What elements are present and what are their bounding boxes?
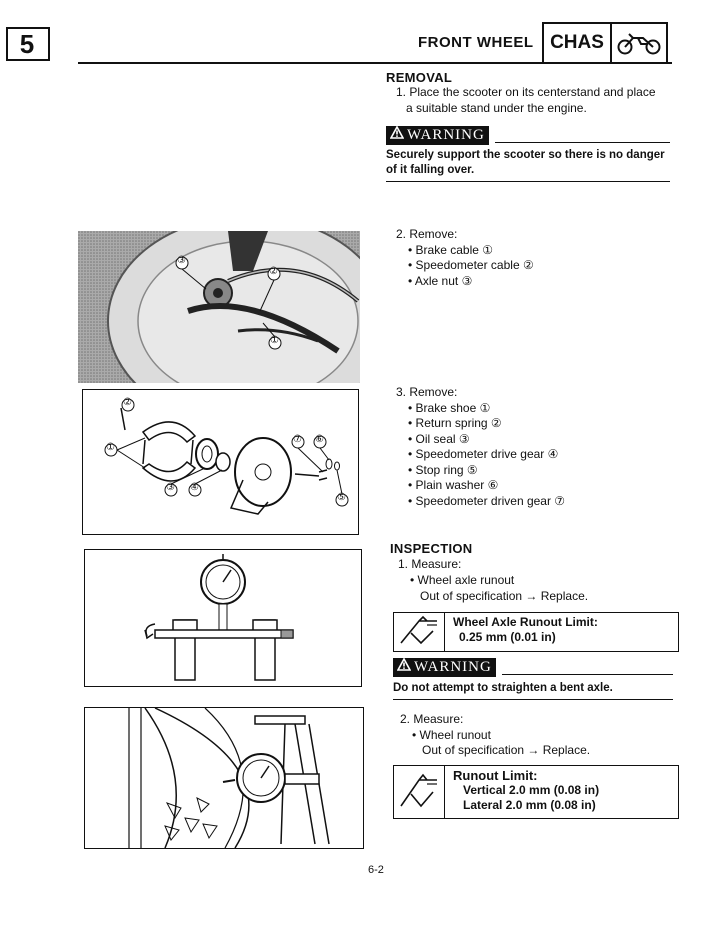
page-title: FRONT WHEEL <box>418 34 534 51</box>
caliper-icon <box>394 766 445 818</box>
warning-bottom-rule-2 <box>393 699 673 700</box>
step2-item-2: • Speedometer cable ② <box>408 258 534 272</box>
step2-item-3: • Axle nut ③ <box>408 274 473 288</box>
warning-bottom-rule <box>386 181 670 182</box>
exploded-label-2: ② <box>123 397 132 408</box>
spec1-value: 0.25 mm (0.01 in) <box>459 630 556 644</box>
inspection-m1-title: 1. Measure: <box>398 557 462 571</box>
inspection-m2-note: Out of specification → Replace. <box>422 743 591 757</box>
warning-icon <box>390 126 404 145</box>
section-tag: CHAS <box>544 24 612 62</box>
warning-icon <box>397 658 411 677</box>
spec-box-wheel-runout <box>393 765 679 819</box>
warning-label-2: WARNING <box>414 659 492 675</box>
figure-brake-exploded <box>82 389 359 535</box>
warning-text-axle: Do not attempt to straighten a bent axle. <box>393 682 613 694</box>
photo-label-2: ② <box>269 266 278 277</box>
removal-step1-line2: a suitable stand under the engine. <box>406 101 587 115</box>
photo-label-1: ① <box>270 335 279 346</box>
inspection-m1-note: Out of specification → Replace. <box>420 589 589 603</box>
step3-item-5: • Stop ring ⑤ <box>408 463 478 477</box>
motorcycle-icon <box>612 24 666 62</box>
warning-text-line2: of it falling over. <box>386 164 475 176</box>
step3-item-1: • Brake shoe ① <box>408 401 491 415</box>
section-tag-box <box>542 22 668 64</box>
warning-box-1 <box>386 126 670 145</box>
warning-text-line1: Securely support the scooter so there is no danger <box>386 149 665 161</box>
inspection-m2-item: • Wheel runout <box>412 728 491 742</box>
warning-badge <box>386 126 489 145</box>
spec1-title: Wheel Axle Runout Limit: <box>453 615 598 629</box>
header-rule <box>78 62 672 64</box>
exploded-label-4: ④ <box>190 482 199 493</box>
step3-item-6: • Plain washer ⑥ <box>408 478 499 492</box>
removal-step1-line1: 1. Place the scooter on its centerstand and place <box>396 85 656 99</box>
warning-box-2 <box>393 658 673 677</box>
step3-item-4: • Speedometer drive gear ④ <box>408 447 559 461</box>
spec2-title: Runout Limit: <box>453 768 538 783</box>
figure-brake-cable-photo <box>78 231 360 383</box>
page-number: 6-2 <box>368 864 384 876</box>
step3-item-3: • Oil seal ③ <box>408 432 470 446</box>
exploded-label-3: ③ <box>166 482 175 493</box>
chapter-number: 5 <box>6 27 50 61</box>
photo-label-3: ③ <box>177 255 186 266</box>
spec2-vertical: Vertical 2.0 mm (0.08 in) <box>463 783 600 797</box>
spec-box-axle-runout <box>393 612 679 652</box>
exploded-label-6: ⑥ <box>315 434 324 445</box>
inspection-m1-item: • Wheel axle runout <box>410 573 515 587</box>
exploded-label-1: ① <box>106 442 115 453</box>
warning-badge-2 <box>393 658 496 677</box>
warning-label: WARNING <box>407 127 485 143</box>
exploded-label-5: ⑤ <box>337 492 346 503</box>
removal-heading: REMOVAL <box>386 70 453 85</box>
step3-item-2: • Return spring ② <box>408 416 502 430</box>
inspection-m2-title: 2. Measure: <box>400 712 464 726</box>
figure-wheel-runout <box>84 707 364 849</box>
spec2-lateral: Lateral 2.0 mm (0.08 in) <box>463 798 596 812</box>
step3-item-7: • Speedometer driven gear ⑦ <box>408 494 566 508</box>
inspection-heading: INSPECTION <box>390 541 473 556</box>
step2-item-1: • Brake cable ① <box>408 243 494 257</box>
removal-step3-title: 3. Remove: <box>396 385 458 399</box>
removal-step2-title: 2. Remove: <box>396 227 458 241</box>
exploded-label-7: ⑦ <box>293 434 302 445</box>
figure-axle-runout <box>84 549 362 687</box>
caliper-icon <box>394 613 445 651</box>
